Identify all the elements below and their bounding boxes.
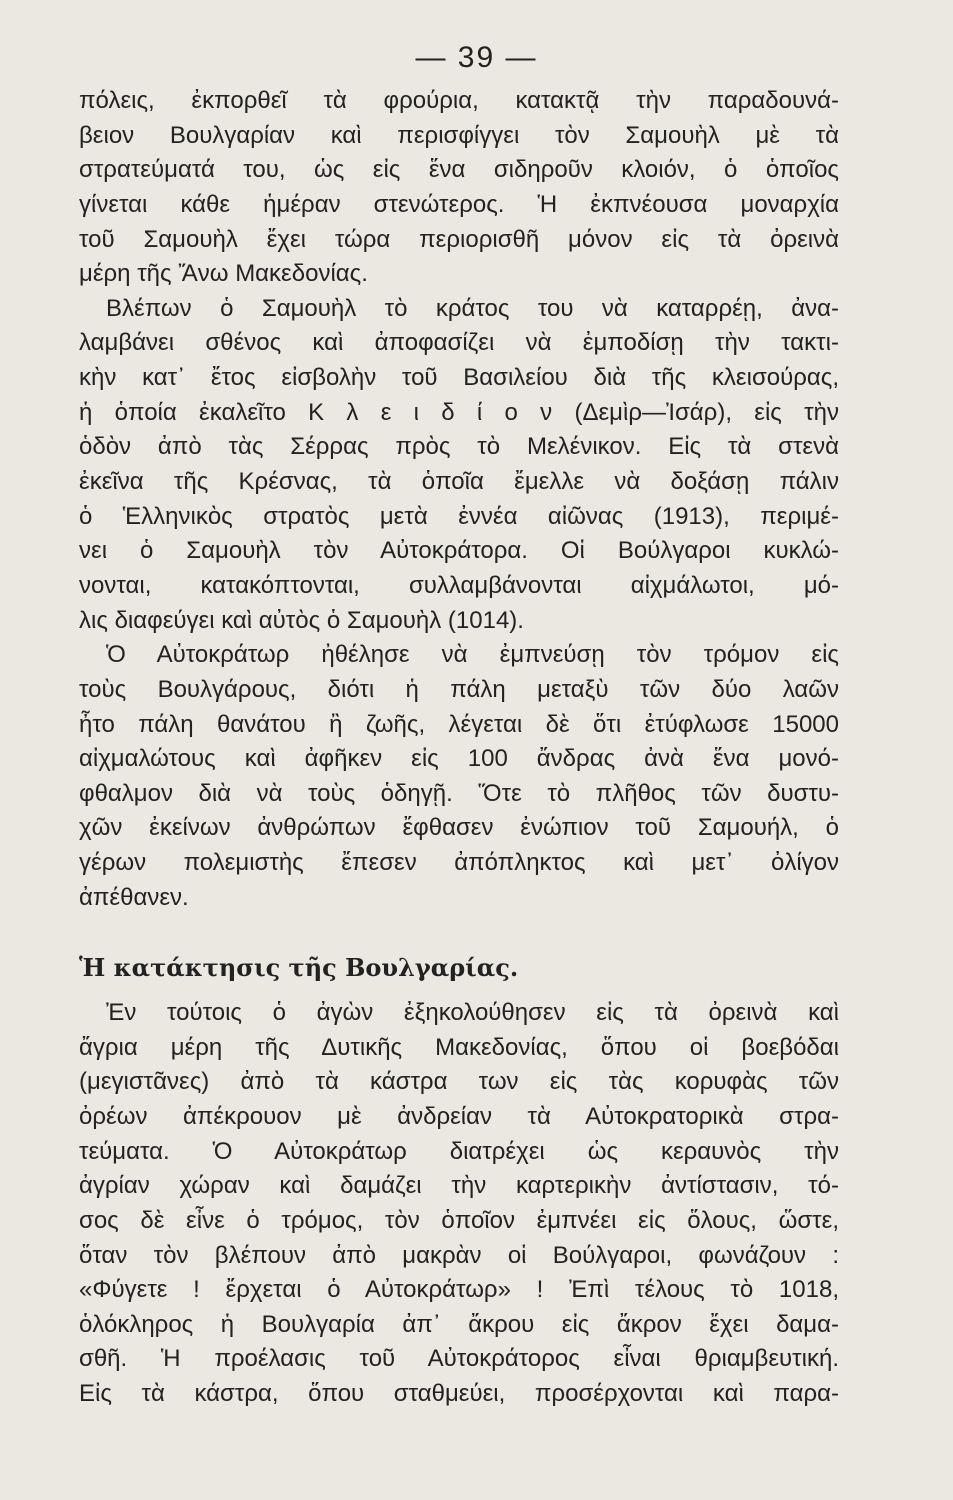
text-line: ὀρέων ἀπέκρουον μὲ ἀνδρείαν τὰ Αὐτοκρατορικὰ στρα- <box>79 1102 839 1130</box>
text-line: ἄγρια μέρη τῆς Δυτικῆς Μακεδονίας, ὅπου οἱ βοεβόδαι <box>79 1033 839 1061</box>
text-line: νει ὁ Σαμουὴλ τὸν Αὐτοκράτορα. Οἱ Βούλγαροι κυκλώ- <box>79 537 839 565</box>
text-line: Ἐν τούτοις ὁ ἀγὼν ἐξηκολούθησεν εἰς τὰ ὀρεινὰ καὶ <box>106 999 839 1027</box>
text-line: σος δὲ εἶνε ὁ τρόμος, τὸν ὁποῖον ἐμπνέει εἰς ὅλους, ὥστε, <box>79 1206 839 1234</box>
text-line: λις διαφεύγει καὶ αὐτὸς ὁ Σαμουὴλ (1014). <box>79 606 524 634</box>
text-line: αἰχμαλώτους καὶ ἀφῆκεν εἰς 100 ἄνδρας ἀνὰ ἕνα μονό- <box>79 745 839 773</box>
page-number: — 39 — <box>415 41 538 74</box>
text-line: κὴν κατ᾽ ἔτος εἰσβολὴν τοῦ Βασιλείου διὰ τῆς κλεισούρας, <box>79 364 839 392</box>
text-line: γέρων πολεμιστὴς ἔπεσεν ἀπόπληκτος καὶ μετ᾽ ὀλίγον <box>79 849 839 877</box>
text-line: ὁ Ἑλληνικὸς στρατὸς μετὰ ἐννέα αἰῶνας (1913), περιμέ- <box>79 502 839 530</box>
text-line: νονται, κατακόπτονται, συλλαμβάνονται αἰχμάλωτοι, μό- <box>79 571 839 599</box>
text-line: γίνεται κάθε ἡμέραν στενώτερος. Ἡ ἐκπνέουσα μοναρχία <box>79 190 839 218</box>
text-line: πόλεις, ἐκπορθεῖ τὰ φρούρια, κατακτᾷ τὴν παραδουνά- <box>79 87 839 114</box>
text-line: Ὁ Αὐτοκράτωρ ἠθέλησε νὰ ἐμπνεύσῃ τὸν τρόμον εἰς <box>106 641 839 669</box>
text-line: χῶν ἐκείνων ἀνθρώπων ἔφθασεν ἐνώπιον τοῦ Σαμουήλ, ὁ <box>79 814 839 842</box>
text-line: ἡ ὁποία ἐκαλεῖτο Κ λ ε ι δ ί ο ν (Δεμὶρ—Ἰσάρ), εἰς τὴν <box>79 398 839 426</box>
text-line: λαμβάνει σθένος καὶ ἀποφασίζει νὰ ἐμποδίσῃ τὴν τακτι- <box>79 329 839 357</box>
text-line: τοῦ Σαμουὴλ ἔχει τώρα περιορισθῆ μόνον εἰς τὰ ὀρεινὰ <box>79 225 839 253</box>
text-line: ὅταν τὸν βλέπουν ἀπὸ μακρὰν οἱ Βούλγαροι, φωνάζουν : <box>79 1241 839 1269</box>
text-line: Βλέπων ὁ Σαμουὴλ τὸ κράτος του νὰ καταρρέῃ, ἀνα- <box>106 294 839 322</box>
text-line: στρατεύματά του, ὡς εἰς ἕνα σιδηροῦν κλοιόν, ὁ ὁποῖος <box>79 156 839 184</box>
text-line: μέρη τῆς Ἄνω Μακεδονίας. <box>79 260 368 288</box>
text-line: ὁδὸν ἀπὸ τὰς Σέρρας πρὸς τὸ Μελένικον. Εἰς τὰ στενὰ <box>79 433 839 461</box>
text-line: σθῆ. Ἡ προέλασις τοῦ Αὐτοκράτορος εἶναι θριαμβευτική. <box>79 1345 839 1373</box>
text-line: ἦτο πάλη θανάτου ἢ ζωῆς, λέγεται δὲ ὅτι ἐτύφλωσε 15000 <box>79 710 839 738</box>
text-line: «Φύγετε ! ἔρχεται ὁ Αὐτοκράτωρ» ! Ἐπὶ τέλους τὸ 1018, <box>79 1276 839 1304</box>
text-line: ἀπέθανεν. <box>79 883 189 911</box>
text-line: φθαλμον διὰ νὰ τοὺς ὁδηγῇ. Ὅτε τὸ πλῆθος τῶν δυστυ- <box>79 779 839 807</box>
text-line: ὁλόκληρος ἡ Βουλγαρία ἀπ᾽ ἄκρου εἰς ἄκρον ἔχει δαμα- <box>79 1310 839 1338</box>
text-line: ἐκεῖνα τῆς Κρέσνας, τὰ ὁποῖα ἔμελλε νὰ δοξάσῃ πάλιν <box>79 468 839 496</box>
text-line: Εἰς τὰ κάστρα, ὅπου σταθμεύει, προσέρχονται καὶ παρα- <box>79 1380 839 1408</box>
text-line: τοὺς Βουλγάρους, διότι ἡ πάλη μεταξὺ τῶν δύο λαῶν <box>79 675 839 703</box>
text-line: ἀγρίαν χώραν καὶ δαμάζει τὴν καρτερικὴν ἀντίστασιν, τό- <box>79 1172 839 1200</box>
text-line: βειον Βουλγαρίαν καὶ περισφίγγει τὸν Σαμουὴλ μὲ τὰ <box>79 121 839 149</box>
text-line: (μεγιστᾶνες) ἀπὸ τὰ κάστρα των εἰς τὰς κορυφὰς τῶν <box>79 1068 839 1096</box>
text-line: τεύματα. Ὁ Αὐτοκράτωρ διατρέχει ὡς κεραυνὸς τὴν <box>79 1137 839 1165</box>
section-heading: Ἡ κατάκτησις τῆς Βουλγαρίας. <box>79 953 519 983</box>
page-text <box>79 84 839 1412</box>
